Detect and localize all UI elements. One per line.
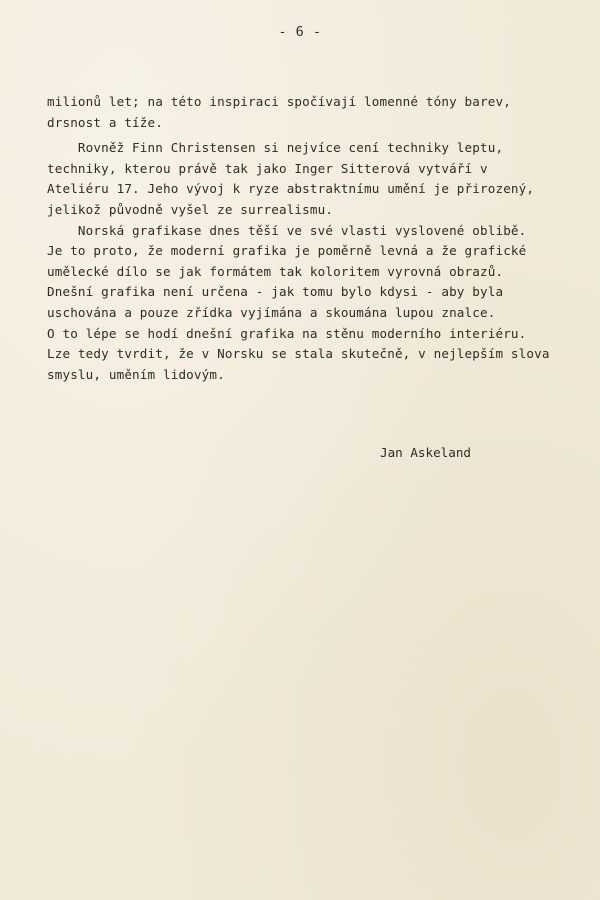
text-line: smyslu, uměním lidovým. [47,366,225,382]
text-line: uschována a pouze zřídka vyjímána a skoumána lupou znalce. [47,304,496,320]
text-line: Dnešní grafika není určena - jak tomu bylo kdysi - aby byla [47,284,504,300]
paragraph [47,92,567,133]
body-text [47,92,567,385]
text-line: Je to proto, že moderní grafika je poměrně levná a že grafické [47,243,527,259]
text-line: Lze tedy tvrdit, že v Norsku se stala skutečně, v nejlepším slova [47,346,550,362]
paragraph [47,138,567,220]
text-line: milionů let; na této inspiraci spočívají lomenné tóny barev, [47,94,511,109]
author-signature: Jan Askeland [380,445,471,460]
page-number: - 6 - [278,24,322,40]
text-line: jelikož původně vyšel ze surrealismu. [47,201,334,217]
text-line: umělecké dílo se jak formátem tak koloritem vyrovná obrazů. [47,263,504,279]
text-line: Ateliéru 17. Jeho vývoj k ryze abstraktnímu umění je přirozený, [47,181,535,197]
text-line: Rovněž Finn Christensen si nejvíce cení techniky leptu, [47,140,504,156]
text-line: drsnost a tíže. [47,114,163,130]
text-line: Norská grafikase dnes těší ve své vlasti vyslovené oblibě. [47,222,527,238]
text-line: techniky, kterou právě tak jako Inger Sitterová vytváří v [47,160,488,176]
paragraph [47,221,567,386]
text-line: O to lépe se hodí dnešní grafika na stěnu moderního interiéru. [47,325,527,341]
